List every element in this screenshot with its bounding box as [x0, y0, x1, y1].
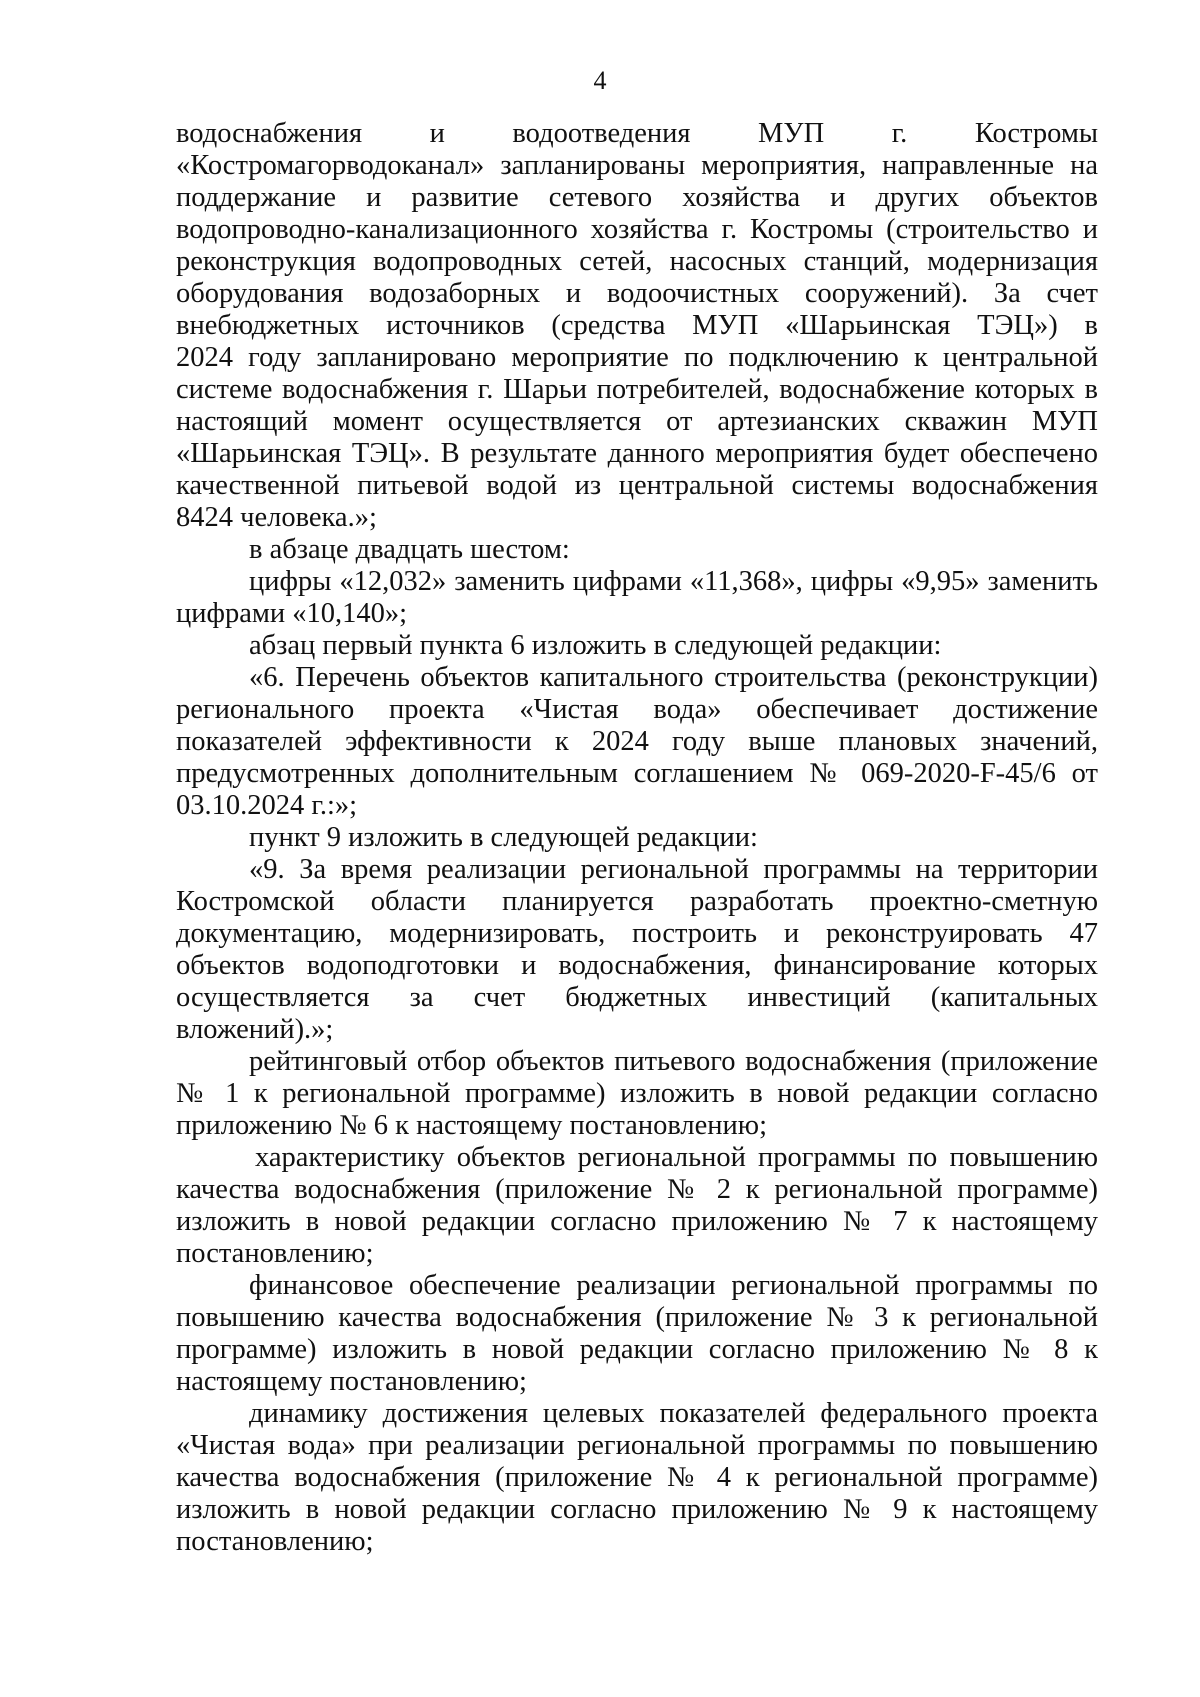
text-line: программе) изложить в новой редакции согласно приложению № 8 к: [176, 1334, 1098, 1365]
text-line: постановлению;: [176, 1526, 374, 1557]
text-line: объектов водоподготовки и водоснабжения, финансирование которых: [176, 950, 1098, 981]
text-line: Костромской области планируется разработать проектно-сметную: [176, 886, 1098, 917]
text-line: динамику достижения целевых показателей федерального проекта: [249, 1398, 1098, 1429]
text-line: качества водоснабжения (приложение № 4 к региональной программе): [176, 1462, 1098, 1493]
text-line: реконструкция водопроводных сетей, насосных станций, модернизация: [176, 246, 1098, 277]
text-line: «Шарьинская ТЭЦ». В результате данного мероприятия будет обеспечено: [176, 438, 1098, 469]
document-body: [176, 118, 1098, 1558]
text-line: 2024 году запланировано мероприятие по подключению к центральной: [176, 342, 1098, 373]
text-line: регионального проекта «Чистая вода» обеспечивает достижение: [176, 694, 1098, 725]
text-line: 8424 человека.»;: [176, 502, 377, 533]
text-line: качественной питьевой водой из центральной системы водоснабжения: [176, 470, 1098, 501]
text-line: постановлению;: [176, 1238, 374, 1269]
text-line: абзац первый пункта 6 изложить в следующей редакции:: [249, 630, 942, 661]
text-line: поддержание и развитие сетевого хозяйства и других объектов: [176, 182, 1098, 213]
text-line: внебюджетных источников (средства МУП «Шарьинская ТЭЦ») в: [176, 310, 1098, 341]
text-line: документацию, модернизировать, построить и реконструировать 47: [176, 918, 1098, 949]
text-line: «9. За время реализации региональной программы на территории: [249, 854, 1098, 885]
text-line: финансовое обеспечение реализации региональной программы по: [249, 1270, 1098, 1301]
text-line: «Костромагорводоканал» запланированы мероприятия, направленные на: [176, 150, 1098, 181]
text-line: 03.10.2024 г.:»;: [176, 790, 358, 821]
text-line: рейтинговый отбор объектов питьевого водоснабжения (приложение: [249, 1046, 1098, 1077]
text-line: настоящий момент осуществляется от артезианских скважин МУП: [176, 406, 1098, 437]
text-line: водоснабжения и водоотведения МУП г. Костромы: [176, 118, 1098, 149]
text-line: системе водоснабжения г. Шарьи потребителей, водоснабжение которых в: [176, 374, 1098, 405]
text-line: пункт 9 изложить в следующей редакции:: [249, 822, 758, 853]
text-line: в абзаце двадцать шестом:: [249, 534, 570, 565]
text-line: оборудования водозаборных и водоочистных сооружений). За счет: [176, 278, 1098, 309]
text-line: предусмотренных дополнительным соглашением № 069-2020-F-45/6 от: [176, 758, 1098, 789]
text-line: цифры «12,032» заменить цифрами «11,368», цифры «9,95» заменить: [249, 566, 1098, 597]
text-line: изложить в новой редакции согласно приложению № 7 к настоящему: [176, 1206, 1098, 1237]
text-line: повышению качества водоснабжения (приложение № 3 к региональной: [176, 1302, 1098, 1333]
page-number: 4: [593, 66, 607, 95]
text-line: настоящему постановлению;: [176, 1366, 527, 1397]
text-line: водопроводно-канализационного хозяйства г. Костромы (строительство и: [176, 214, 1098, 245]
text-line: осуществляется за счет бюджетных инвестиций (капитальных: [176, 982, 1098, 1013]
text-line: приложению № 6 к настоящему постановлению;: [176, 1110, 767, 1141]
text-line: характеристику объектов региональной программы по повышению: [255, 1142, 1098, 1173]
text-line: № 1 к региональной программе) изложить в новой редакции согласно: [176, 1078, 1098, 1109]
text-line: «Чистая вода» при реализации региональной программы по повышению: [176, 1430, 1098, 1461]
text-line: «6. Перечень объектов капитального строительства (реконструкции): [249, 662, 1098, 693]
text-line: изложить в новой редакции согласно приложению № 9 к настоящему: [176, 1494, 1098, 1525]
text-line: качества водоснабжения (приложение № 2 к региональной программе): [176, 1174, 1098, 1205]
text-line: показателей эффективности к 2024 году выше плановых значений,: [176, 726, 1098, 757]
text-line: цифрами «10,140»;: [176, 598, 408, 629]
text-line: вложений).»;: [176, 1014, 334, 1045]
